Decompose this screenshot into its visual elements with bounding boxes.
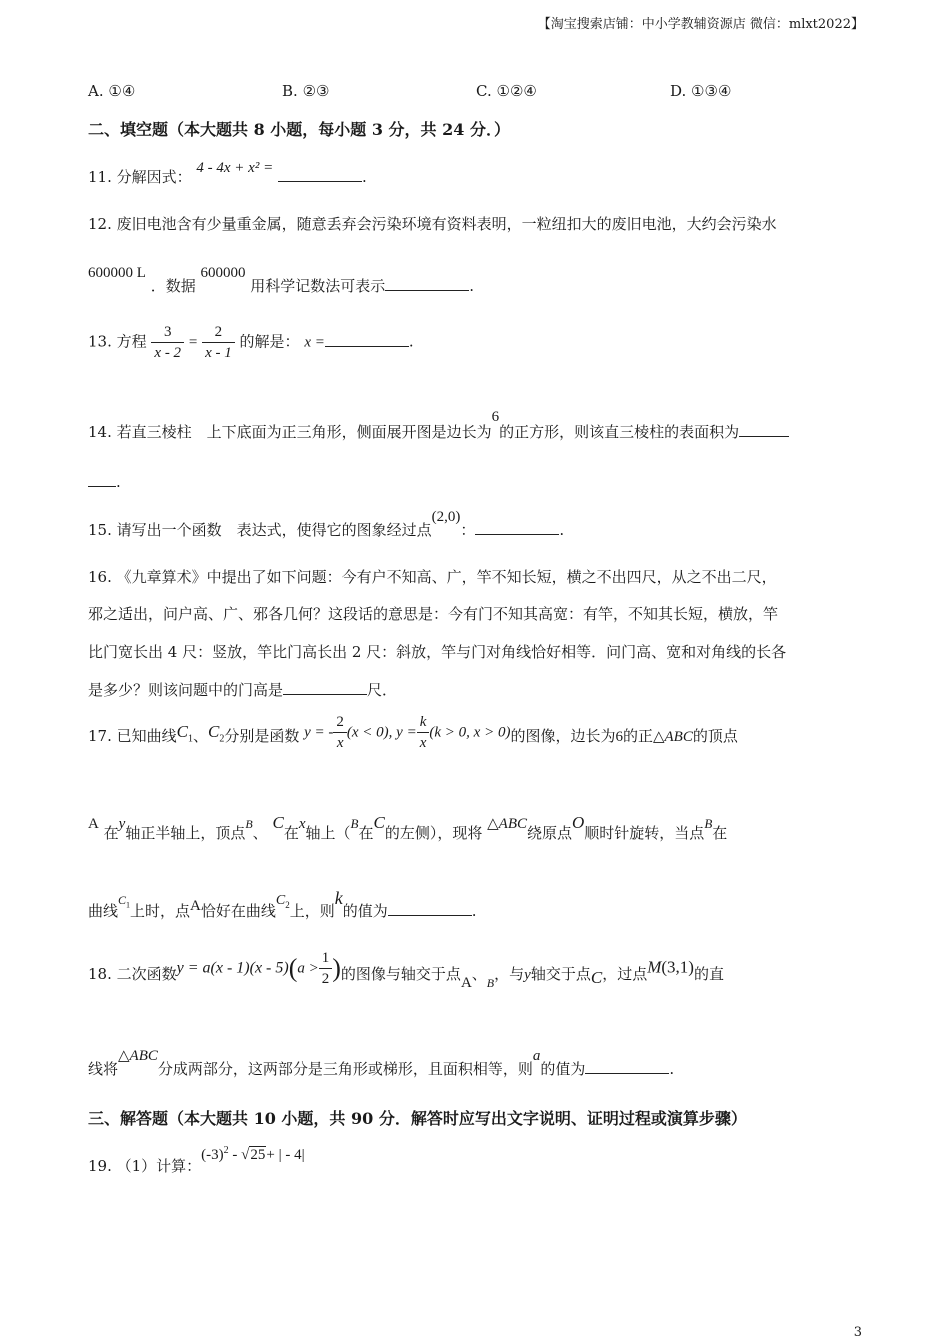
q17-f2-den: x — [419, 735, 427, 751]
q11-text: 11. 分解因式： — [88, 168, 192, 186]
q13-mid: 的解是： — [239, 332, 300, 351]
q17-c1-ref-letter: C — [118, 893, 127, 907]
option-value: ①④ — [108, 82, 136, 100]
q18-M: M — [647, 957, 662, 977]
q11-answer-blank — [278, 167, 362, 182]
q18-A: A — [460, 974, 472, 991]
q18-l2b: 分成两部分，这两部分是三角形或梯形，且面积相等，则 — [157, 1060, 533, 1078]
option-value: ①②④ — [496, 82, 537, 100]
option-label: A. — [88, 82, 104, 100]
option-value: ①③④ — [691, 82, 732, 100]
q19-part1: (-3) — [201, 1147, 224, 1163]
q14-end: . — [116, 473, 121, 491]
q18-l2a: 线将 — [88, 1060, 119, 1078]
q15-text: 15. 请写出一个函数 表达式，使得它的图象经过点 — [88, 521, 432, 539]
q17-l2-text: 在 — [283, 824, 299, 842]
q12-line1: 12. 废旧电池含有少量重金属，随意丢弃会污染环境有资料表明，一粒纽扣大的废旧电池，大约会污染水 — [88, 215, 777, 233]
option-d — [670, 82, 731, 100]
option-label: C. — [476, 82, 492, 100]
q17-c2-ref: $C_2$ — [275, 893, 290, 910]
question-13 — [88, 322, 414, 363]
q13-text: 13. 方程 — [88, 332, 147, 351]
q17-c2: $C_2$ — [207, 721, 225, 744]
page-header: 【淘宝搜索店铺：中小学教辅资源店 微信：mlxt2022】 — [537, 17, 864, 32]
q17-triangle: △ABC — [652, 728, 693, 745]
option-c — [476, 82, 537, 100]
q17-l2-text: 在 — [712, 824, 728, 842]
q18-text2: 的图像与轴交于点 — [340, 964, 461, 983]
q17-l2-text: 在 — [103, 824, 119, 842]
q13-den1: x - 2 — [154, 345, 182, 361]
q17-text3: 的图像，边长为 — [510, 726, 616, 745]
q18-text4: 轴交于点 — [530, 964, 591, 983]
q15-answer-blank — [475, 520, 559, 535]
q18-B: B — [486, 975, 495, 990]
q17-B: B — [245, 817, 253, 831]
q14-six: 6 — [491, 409, 500, 425]
q18-l2c: 的值为 — [540, 1060, 586, 1078]
q17-l3-text: 上时，点 — [130, 902, 191, 920]
q17-l2-text: 轴正半轴上，顶点 — [125, 824, 246, 842]
q17-C: C — [373, 813, 385, 832]
q16-line2: 邪之适出，问户高、广、邪各几何？这段话的意思是：今有门不知其高宽：有竿，不知其长短，横放，竿 — [88, 605, 779, 623]
q12-amount: 600000 L — [88, 265, 146, 281]
q17-l3-text: 曲线 — [88, 902, 119, 920]
q17-sep: 、 — [192, 726, 208, 745]
q17-c2-ref-letter: C — [275, 893, 286, 908]
q18-a: a — [532, 1048, 541, 1064]
q12-end: . — [469, 277, 475, 295]
q17-f1-a: y = - — [304, 724, 334, 741]
q17-l3-text: 的值为 — [342, 902, 388, 920]
q18-C: C — [590, 967, 603, 987]
q13-num1: 3 — [151, 322, 184, 343]
q17-l3-text: 恰好在曲线 — [200, 902, 276, 920]
q17-O: O — [572, 813, 585, 832]
q16-end: 尺． — [367, 681, 398, 699]
q18-answer-blank — [585, 1059, 669, 1074]
q17-c1: $C_1$ — [176, 721, 193, 744]
q17-l2-text: 绕原点 — [527, 824, 573, 842]
q17-end: . — [471, 902, 477, 920]
q18-line1: 18. 二次函数y = a(x - 1)(x - 5)(a > $\frac{1}{2}$ )的图像与轴交于点A、$_B$，与y轴交于点C，过点M(3,1)的直 — [88, 950, 724, 991]
question-14 — [88, 405, 789, 441]
q19-abs: + | - 4| — [266, 1147, 305, 1163]
q16-answer-blank — [283, 680, 367, 695]
q17-A: A — [88, 816, 99, 832]
q14-line2 — [88, 472, 121, 491]
q17-f2-frac — [417, 712, 430, 753]
q17-B: B — [350, 816, 359, 831]
q18-expression: y = a(x - 1)(x - 5) — [176, 959, 289, 977]
q15-point: (2,0) — [431, 509, 461, 525]
option-label: B. — [282, 82, 298, 100]
q17-line2 — [88, 812, 728, 842]
q17-l2-text: 在 — [358, 824, 374, 842]
q14-answer-blank — [739, 422, 789, 437]
option-a — [88, 82, 135, 100]
q18-line2 — [88, 1044, 675, 1078]
q17-answer-blank — [388, 901, 472, 916]
q18-cond-den: 2 — [321, 971, 330, 987]
option-label: D. — [670, 82, 687, 100]
q17-f2-b: (k > 0, x > 0) — [429, 724, 511, 741]
q17-C: C — [272, 813, 284, 832]
q12-number: 600000 — [200, 265, 246, 281]
q17-c1-ref: $C_1$ — [118, 893, 131, 910]
q17-side: 6 — [615, 728, 623, 745]
q14-text2: 的正方形，则该直三棱柱的表面积为 — [499, 423, 740, 441]
q13-fraction-2 — [202, 322, 235, 363]
q19-minus: - — [228, 1147, 242, 1163]
q16-line4 — [88, 679, 397, 700]
q13-den2: x - 1 — [205, 345, 232, 361]
q13-x: x = — [304, 334, 325, 351]
q17-l2-text: 轴上（ — [305, 824, 351, 842]
q18-cond-num: 1 — [319, 948, 333, 969]
page-number: 3 — [853, 1325, 862, 1340]
q17-y: y — [118, 816, 126, 832]
q18-condition: a > — [297, 960, 319, 977]
q19-text: 19. （1）计算： — [88, 1157, 202, 1175]
q12-rest: 用科学记数法可表示 — [250, 277, 386, 295]
q17-text4: 的正 — [622, 726, 653, 745]
q13-num2: 2 — [202, 322, 235, 343]
q16-line1: 16. 《九章算术》中提出了如下问题：今有户不知高、广，竿不知长短，横之不出四尺，从之不出二尺， — [88, 568, 777, 586]
q18-y: y — [524, 966, 531, 983]
q12-answer-blank — [385, 276, 469, 291]
question-11 — [88, 160, 367, 186]
q17-c1-letter: C — [176, 721, 188, 741]
q18-text1: 18. 二次函数 — [88, 964, 177, 983]
q14-answer-blank-cont — [88, 472, 116, 487]
q13-answer-blank — [325, 332, 409, 347]
q17-B: B — [704, 816, 713, 831]
q17-l2-text: 顺时针旋转，当点 — [584, 824, 705, 842]
q17-f1-num: 2 — [333, 712, 347, 733]
q13-end: . — [408, 332, 414, 351]
q15-colon: ： — [460, 521, 476, 539]
q17-f2-num: k — [417, 712, 430, 733]
q17-line1 — [88, 712, 738, 753]
q11-end: . — [362, 168, 367, 186]
q18-text3: ，与 — [494, 964, 525, 983]
q18-M-point: (3,1) — [661, 957, 694, 977]
q18-text6: 的直 — [693, 964, 724, 983]
q17-text5: 的顶点 — [692, 726, 738, 745]
q17-f1-b: (x < 0), y = — [346, 724, 417, 741]
q12-mid: ．数据 — [150, 277, 196, 295]
q19-exponent: 2 — [223, 1145, 229, 1156]
section-2-heading: 二、填空题（本大题共 8 小题，每小题 3 分，共 24 分．） — [88, 120, 510, 139]
q18-sep: 、 — [471, 964, 487, 983]
q17-line3 — [88, 888, 477, 920]
q17-k: k — [334, 888, 343, 908]
q13-equals: = — [188, 334, 198, 351]
q17-l2-text: 、 — [252, 824, 268, 842]
q12-line2 — [88, 261, 475, 295]
question-15 — [88, 505, 565, 539]
q13-fraction-1 — [151, 322, 184, 363]
q18-end: . — [669, 1060, 675, 1078]
q11-expression: 4 - 4x + x² = — [196, 160, 274, 176]
q17-x: x — [298, 816, 306, 832]
q17-l3-text: 上，则 — [289, 902, 335, 920]
q16-line4-text: 是多少？则该问题中的门高是 — [88, 681, 284, 699]
q15-end: . — [559, 521, 565, 539]
q18-cond-frac — [319, 948, 333, 989]
q16-line3: 比门宽长出 4 尺：竖放，竿比门高长出 2 尺：斜放，竿与门对角线恰好相等．问门高、宽和对角线的长各 — [88, 643, 787, 661]
q19-sqrt-value: 25 — [250, 1147, 266, 1163]
q18-triangle: △ABC — [118, 1048, 158, 1064]
q17-A: A — [190, 898, 201, 914]
q17-l2-text: 的左侧），现将 — [384, 824, 483, 842]
q17-text1: 17. 已知曲线 — [88, 726, 177, 745]
q17-text2: 分别是函数 — [224, 726, 300, 745]
option-b — [282, 82, 329, 100]
q18-text5: ，过点 — [602, 964, 648, 983]
question-19: 19. （1）计算：$(-3)^2 - √25+$ | - 4| — [88, 1145, 305, 1175]
q17-c2-letter: C — [207, 721, 220, 741]
option-value: ②③ — [302, 82, 330, 100]
q14-text1: 14. 若直三棱柱 上下底面为正三角形，侧面展开图是边长为 — [88, 423, 492, 441]
q17-f1-den: x — [336, 735, 344, 751]
q17-triangle: △ABC — [487, 816, 527, 832]
q17-f1-frac — [333, 712, 347, 753]
section-3-heading: 三、解答题（本大题共 10 小题，共 90 分．解答时应写出文字说明、证明过程或演算步骤） — [88, 1109, 747, 1128]
